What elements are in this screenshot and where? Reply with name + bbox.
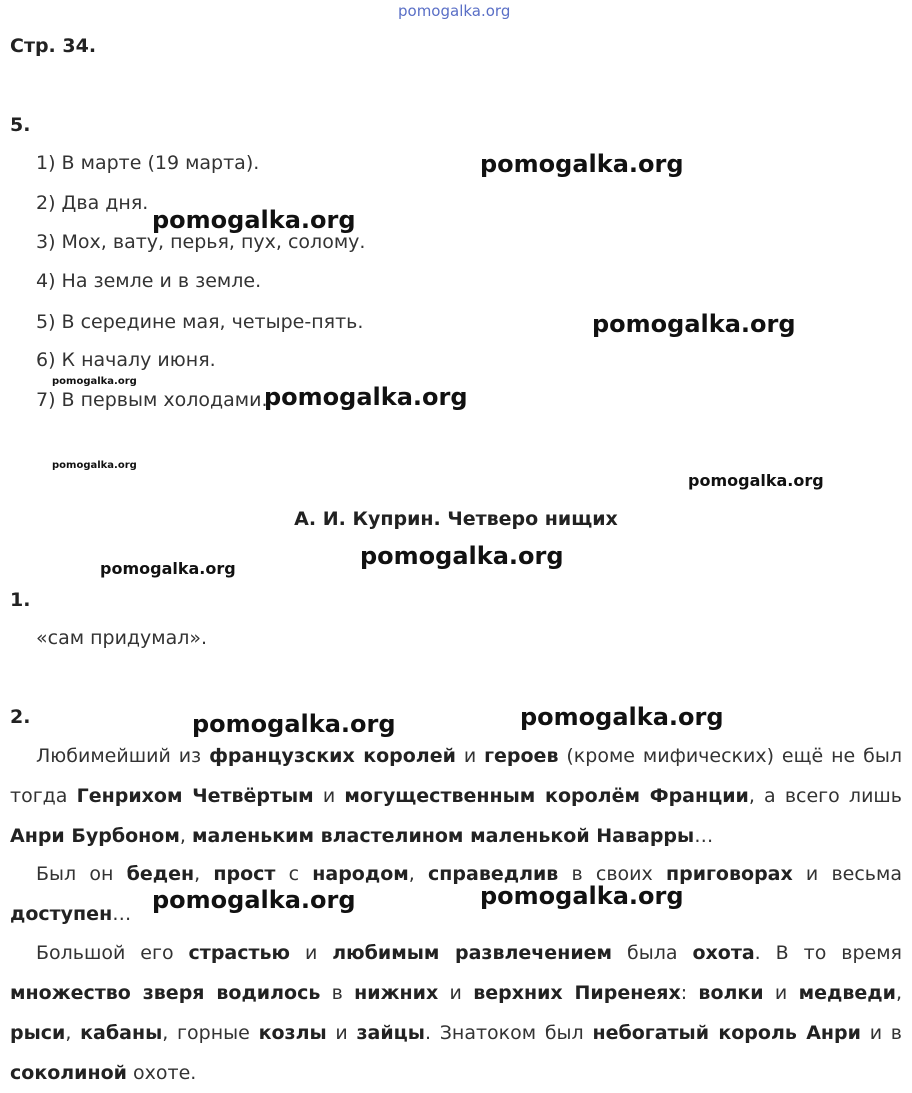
page-label: Стр. 34.	[10, 35, 97, 57]
bold-run: страстью	[188, 942, 291, 964]
text-run: и	[763, 982, 799, 1004]
bold-run: соколиной	[10, 1062, 127, 1084]
watermark: pomogalka.org	[152, 886, 356, 914]
bold-run: приговорах	[665, 863, 793, 885]
question-1-number: 1.	[10, 589, 31, 611]
answer-item: 4) На земле и в земле.	[36, 270, 262, 292]
text-run: , горные	[162, 1022, 259, 1044]
text-run: в	[320, 982, 355, 1004]
bold-run: козлы	[258, 1022, 327, 1044]
answer-item: 2) Два дня.	[36, 192, 149, 214]
text-run: и	[455, 745, 485, 767]
watermark: pomogalka.org	[480, 150, 684, 178]
text-run: ,	[179, 825, 192, 847]
bold-run: медведи	[798, 982, 896, 1004]
text-run: , а всего лишь	[748, 785, 902, 807]
bold-run: множество зверя водилось	[10, 982, 321, 1004]
question-2-number: 2.	[10, 706, 31, 728]
watermark: pomogalka.org	[52, 460, 137, 471]
text-run: с	[275, 863, 313, 885]
text-run: и	[313, 785, 345, 807]
bold-run: небогатый король Анри	[592, 1022, 861, 1044]
answer-item: 3) Мох, вату, перья, пух, солому.	[36, 231, 366, 253]
bold-run: Генрихом Четвёртым	[76, 785, 314, 807]
bold-run: любимым развлечением	[332, 942, 613, 964]
bold-run: нижних	[354, 982, 439, 1004]
bold-run: Анри Бурбоном	[10, 825, 180, 847]
text-run: ,	[895, 982, 902, 1004]
answer-item: 7) В первым холодами.	[36, 389, 268, 411]
text-run: и весьма	[792, 863, 902, 885]
text-run: :	[680, 982, 699, 1004]
answer-item: 6) К началу июня.	[36, 349, 216, 371]
watermark: pomogalka.org	[520, 703, 724, 731]
bold-run: французских королей	[209, 745, 456, 767]
text-run: охоте.	[127, 1062, 197, 1084]
text-run: Большой его	[36, 942, 189, 964]
text-run: …	[112, 903, 132, 925]
text-run: . Знатоком был	[424, 1022, 593, 1044]
bold-run: справедлив	[428, 863, 559, 885]
bold-run: прост	[213, 863, 276, 885]
text-run: . В то время	[754, 942, 902, 964]
text-run: Был он	[36, 863, 127, 885]
watermark: pomogalka.org	[688, 471, 824, 490]
story-title: А. И. Куприн. Четверо нищих	[294, 508, 618, 530]
bold-run: рыси	[10, 1022, 66, 1044]
watermark: pomogalka.org	[480, 882, 684, 910]
answer-item: 5) В середине мая, четыре-пять.	[36, 311, 364, 333]
watermark: pomogalka.org	[264, 383, 468, 411]
bold-run: волки	[698, 982, 764, 1004]
bold-run: героев	[484, 745, 559, 767]
watermark: pomogalka.org	[100, 559, 236, 578]
paragraph-2	[10, 854, 902, 934]
text-run: …	[694, 825, 714, 847]
text-run: (кроме мифических) ещё не был тогда	[10, 745, 902, 807]
text-run: Любимейший из	[36, 745, 210, 767]
watermark: pomogalka.org	[52, 376, 137, 387]
watermark: pomogalka.org	[592, 310, 796, 338]
paragraph-3	[10, 933, 902, 1093]
answer-item: 1) В марте (19 марта).	[36, 152, 260, 174]
text-run: и	[290, 942, 333, 964]
text-run: ,	[408, 863, 429, 885]
watermark: pomogalka.org	[192, 710, 396, 738]
bold-run: охота	[692, 942, 755, 964]
text-run: и в	[860, 1022, 902, 1044]
text-run: ,	[194, 863, 214, 885]
watermark: pomogalka.org	[360, 542, 564, 570]
bold-run: беден	[126, 863, 195, 885]
text-run: была	[612, 942, 693, 964]
bold-run: верхних Пиренеях	[473, 982, 681, 1004]
paragraph-1	[10, 736, 902, 856]
bold-run: зайцы	[356, 1022, 425, 1044]
text-run: в своих	[558, 863, 666, 885]
bold-run: маленьким властелином маленькой Наварры	[191, 825, 695, 847]
bold-run: могущественным королём Франции	[344, 785, 749, 807]
watermark-top: pomogalka.org	[398, 2, 511, 20]
bold-run: кабаны	[80, 1022, 163, 1044]
watermark: pomogalka.org	[152, 206, 356, 234]
bold-run: доступен	[10, 903, 113, 925]
text-run: ,	[65, 1022, 81, 1044]
section-5-number: 5.	[10, 114, 31, 136]
text-run: и	[438, 982, 474, 1004]
bold-run: народом	[312, 863, 409, 885]
text-run: и	[326, 1022, 357, 1044]
question-1-answer: «сам придумал».	[36, 627, 208, 649]
